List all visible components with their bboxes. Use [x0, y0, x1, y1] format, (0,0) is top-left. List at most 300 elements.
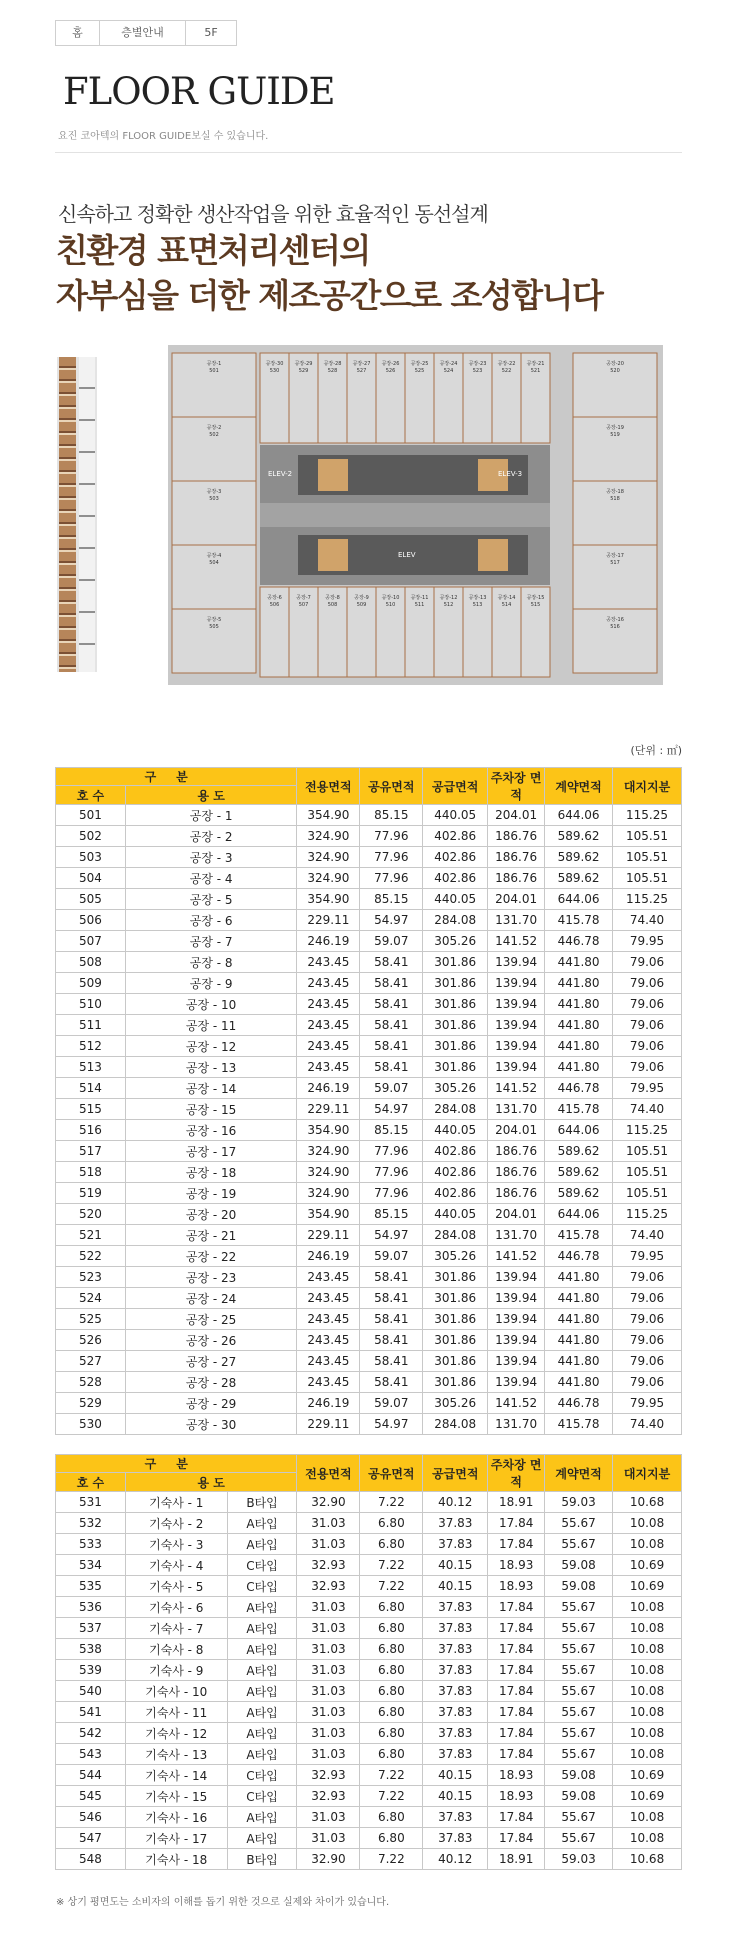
table-cell: 54.97	[360, 1099, 423, 1120]
plan-unit-num: 525	[414, 368, 425, 374]
table-cell: 7.22	[360, 1555, 423, 1576]
plan-unit-name: 공장-15	[526, 595, 545, 601]
table-cell: 644.06	[545, 1120, 613, 1141]
plan-unit	[573, 609, 657, 673]
table-cell: 441.80	[545, 994, 613, 1015]
table-cell: 58.41	[360, 994, 423, 1015]
header-use: 용 도	[125, 1473, 297, 1492]
table-row	[56, 826, 682, 847]
table-cell: 31.03	[297, 1660, 360, 1681]
table-cell: 513	[56, 1057, 126, 1078]
table-cell: 공장 - 28	[125, 1372, 297, 1393]
table-cell: 6.80	[360, 1744, 423, 1765]
plan-unit-name: 공장-14	[497, 595, 516, 601]
table-cell: 31.03	[297, 1828, 360, 1849]
table-row	[56, 1078, 682, 1099]
plan-unit-name: 공장-10	[381, 595, 400, 601]
plan-unit	[172, 481, 256, 545]
elev-right-label: ELEV-3	[498, 470, 523, 478]
table-cell: 31.03	[297, 1597, 360, 1618]
table-cell: 589.62	[545, 1141, 613, 1162]
table-cell: 515	[56, 1099, 126, 1120]
table-cell: 521	[56, 1225, 126, 1246]
table-cell: 284.08	[423, 910, 488, 931]
table-row	[56, 889, 682, 910]
table-cell: 공장 - 14	[125, 1078, 297, 1099]
header-exclusive-area: 전용면적	[297, 1455, 360, 1492]
table-cell: 324.90	[297, 826, 360, 847]
plan-unit-num: 528	[327, 368, 338, 374]
table-cell: 59.08	[545, 1786, 613, 1807]
table-cell: 301.86	[423, 994, 488, 1015]
table-cell: 79.06	[613, 1036, 682, 1057]
table-cell: 324.90	[297, 847, 360, 868]
plan-unit-name: 공장-18	[606, 489, 624, 495]
table-cell: 139.94	[488, 973, 545, 994]
table-cell: 141.52	[488, 931, 545, 952]
table-cell: 기숙사 - 4	[125, 1555, 227, 1576]
table-cell: 243.45	[297, 952, 360, 973]
table-cell: 139.94	[488, 1057, 545, 1078]
table-cell: 441.80	[545, 1036, 613, 1057]
table-row	[56, 1141, 682, 1162]
table-cell: 공장 - 7	[125, 931, 297, 952]
table-cell: 공장 - 21	[125, 1225, 297, 1246]
table-cell: 589.62	[545, 868, 613, 889]
table-cell: 기숙사 - 2	[125, 1513, 227, 1534]
table-cell: 공장 - 1	[125, 805, 297, 826]
table-cell: 441.80	[545, 973, 613, 994]
table-cell: 324.90	[297, 1183, 360, 1204]
table-cell: 18.93	[488, 1576, 545, 1597]
header-contract-area: 계약면적	[545, 768, 613, 805]
plan-unit-num: 526	[385, 368, 396, 374]
table-cell: 40.12	[423, 1849, 488, 1870]
table-cell: 243.45	[297, 1015, 360, 1036]
plan-unit-num: 530	[269, 368, 280, 374]
table-cell: 530	[56, 1414, 126, 1435]
table-cell: 58.41	[360, 1372, 423, 1393]
table-cell: 501	[56, 805, 126, 826]
plan-unit-num: 518	[610, 496, 620, 502]
header-room-number: 호 수	[56, 786, 126, 805]
table-cell: A타입	[227, 1660, 297, 1681]
page-title: FLOOR GUIDE	[63, 70, 335, 113]
table-cell: 6.80	[360, 1723, 423, 1744]
table-cell: 589.62	[545, 826, 613, 847]
table-cell: 301.86	[423, 1057, 488, 1078]
table-cell: 324.90	[297, 1141, 360, 1162]
header-shared-area: 공유면적	[360, 768, 423, 805]
plan-unit-name: 공장-22	[497, 361, 516, 367]
table-cell: 32.90	[297, 1492, 360, 1513]
plan-unit-num: 523	[472, 368, 483, 374]
table-cell: 402.86	[423, 826, 488, 847]
table-cell: 529	[56, 1393, 126, 1414]
table-cell: 공장 - 12	[125, 1036, 297, 1057]
header-exclusive-area: 전용면적	[297, 768, 360, 805]
table-cell: 공장 - 6	[125, 910, 297, 931]
breadcrumb-current-floor[interactable]: 5F	[204, 26, 218, 39]
table-cell: 246.19	[297, 1393, 360, 1414]
plan-unit	[434, 353, 463, 443]
plan-unit-name: 공장-11	[410, 595, 429, 601]
table-cell: 10.08	[613, 1639, 682, 1660]
table-row	[56, 1120, 682, 1141]
plan-unit	[521, 353, 550, 443]
table-cell: 441.80	[545, 1309, 613, 1330]
table-cell: 523	[56, 1267, 126, 1288]
table-cell: 공장 - 20	[125, 1204, 297, 1225]
table-cell: 기숙사 - 16	[125, 1807, 227, 1828]
table-cell: 186.76	[488, 1162, 545, 1183]
table-cell: 139.94	[488, 1036, 545, 1057]
table-row	[56, 1513, 682, 1534]
table-cell: 243.45	[297, 1351, 360, 1372]
table-cell: 17.84	[488, 1744, 545, 1765]
table-cell: 58.41	[360, 1288, 423, 1309]
table-cell: 17.84	[488, 1828, 545, 1849]
table-cell: 6.80	[360, 1534, 423, 1555]
table-cell: 59.07	[360, 931, 423, 952]
table-cell: 17.84	[488, 1681, 545, 1702]
table-cell: 139.94	[488, 1015, 545, 1036]
table-cell: 512	[56, 1036, 126, 1057]
table-cell: 10.08	[613, 1702, 682, 1723]
header-land-share: 대지지분	[613, 1455, 682, 1492]
table-row	[56, 931, 682, 952]
table-cell: 79.95	[613, 1393, 682, 1414]
table-cell: 17.84	[488, 1660, 545, 1681]
table-cell: 441.80	[545, 1015, 613, 1036]
plan-unit-name: 공장-21	[526, 361, 545, 367]
table-cell: 115.25	[613, 1204, 682, 1225]
table-cell: 547	[56, 1828, 126, 1849]
table-cell: 공장 - 30	[125, 1414, 297, 1435]
table-cell: 18.91	[488, 1492, 545, 1513]
building-side-elevation	[57, 357, 97, 672]
table-cell: 243.45	[297, 1372, 360, 1393]
plan-unit-name: 공장-7	[296, 595, 311, 601]
table-cell: 301.86	[423, 1351, 488, 1372]
table-cell: 공장 - 5	[125, 889, 297, 910]
table-cell: 301.86	[423, 1267, 488, 1288]
table-cell: 37.83	[423, 1744, 488, 1765]
table-cell: 10.69	[613, 1765, 682, 1786]
table-row	[56, 1015, 682, 1036]
table-cell: A타입	[227, 1618, 297, 1639]
table-cell: 77.96	[360, 847, 423, 868]
table-cell: 243.45	[297, 973, 360, 994]
table-cell: 31.03	[297, 1639, 360, 1660]
table-row	[56, 1414, 682, 1435]
header-supply-area: 공급면적	[423, 768, 488, 805]
table-row	[56, 1660, 682, 1681]
table-cell: 532	[56, 1513, 126, 1534]
table-cell: 79.06	[613, 1288, 682, 1309]
stair-icon	[318, 539, 348, 571]
table-cell: 141.52	[488, 1393, 545, 1414]
table-cell: 186.76	[488, 868, 545, 889]
plan-unit-num: 512	[443, 602, 454, 608]
table-cell: 131.70	[488, 1414, 545, 1435]
plan-unit-num: 516	[610, 624, 620, 630]
plan-unit-name: 공장-9	[354, 595, 369, 601]
plan-unit-name: 공장-12	[439, 595, 458, 601]
table-cell: 354.90	[297, 1120, 360, 1141]
elev-left-label: ELEV-2	[268, 470, 293, 478]
table-cell: 공장 - 22	[125, 1246, 297, 1267]
table-cell: 536	[56, 1597, 126, 1618]
table-row	[56, 1162, 682, 1183]
table-cell: 10.08	[613, 1534, 682, 1555]
table-cell: 기숙사 - 15	[125, 1786, 227, 1807]
header-use: 용 도	[125, 786, 297, 805]
table-cell: 301.86	[423, 1309, 488, 1330]
table-cell: 59.08	[545, 1555, 613, 1576]
table-cell: 508	[56, 952, 126, 973]
table-cell: 506	[56, 910, 126, 931]
table-cell: 204.01	[488, 889, 545, 910]
table-cell: 기숙사 - 7	[125, 1618, 227, 1639]
table-cell: 6.80	[360, 1639, 423, 1660]
table-cell: 301.86	[423, 1330, 488, 1351]
table-cell: 7.22	[360, 1765, 423, 1786]
table-cell: 18.93	[488, 1765, 545, 1786]
table-cell: 37.83	[423, 1534, 488, 1555]
table-cell: 105.51	[613, 826, 682, 847]
table-cell: 246.19	[297, 1078, 360, 1099]
table-cell: 32.93	[297, 1786, 360, 1807]
dormitory-table-body	[56, 1492, 682, 1870]
plan-unit	[573, 353, 657, 417]
table-cell: 284.08	[423, 1225, 488, 1246]
table-cell: 589.62	[545, 847, 613, 868]
table-cell: A타입	[227, 1828, 297, 1849]
table-cell: 229.11	[297, 1414, 360, 1435]
table-cell: 542	[56, 1723, 126, 1744]
table-cell: 기숙사 - 12	[125, 1723, 227, 1744]
table-row	[56, 1288, 682, 1309]
table-row	[56, 1351, 682, 1372]
table-cell: 10.69	[613, 1576, 682, 1597]
table-cell: 77.96	[360, 868, 423, 889]
table-cell: 40.15	[423, 1786, 488, 1807]
table-cell: 55.67	[545, 1828, 613, 1849]
table-cell: 115.25	[613, 1120, 682, 1141]
table-cell: 10.69	[613, 1555, 682, 1576]
plan-unit	[492, 353, 521, 443]
table-cell: 301.86	[423, 973, 488, 994]
plan-unit-name: 공장-26	[381, 361, 400, 367]
table-cell: 기숙사 - 3	[125, 1534, 227, 1555]
table-cell: 415.78	[545, 1099, 613, 1120]
plan-unit-name: 공장-25	[410, 361, 429, 367]
table-cell: 37.83	[423, 1702, 488, 1723]
plan-unit	[260, 353, 289, 443]
table-cell: 59.03	[545, 1492, 613, 1513]
plan-unit	[463, 587, 492, 677]
table-cell: 441.80	[545, 1330, 613, 1351]
plan-unit-name: 공장-8	[325, 595, 340, 601]
table-cell: 55.67	[545, 1807, 613, 1828]
plan-unit-name: 공장-16	[606, 617, 624, 623]
table-cell: 37.83	[423, 1681, 488, 1702]
table-cell: 기숙사 - 6	[125, 1597, 227, 1618]
table-row	[56, 1099, 682, 1120]
plan-unit	[573, 417, 657, 481]
plan-unit-num: 501	[209, 368, 219, 374]
table-row	[56, 1702, 682, 1723]
table-cell: 79.95	[613, 1246, 682, 1267]
table-cell: 504	[56, 868, 126, 889]
table-row	[56, 952, 682, 973]
table-cell: 7.22	[360, 1849, 423, 1870]
plan-unit-num: 505	[209, 624, 219, 630]
table-cell: 243.45	[297, 1288, 360, 1309]
table-cell: 31.03	[297, 1534, 360, 1555]
floor-plan	[168, 345, 663, 685]
table-cell: 402.86	[423, 1183, 488, 1204]
table-row	[56, 1330, 682, 1351]
elevation-core	[79, 357, 95, 672]
table-cell: 6.80	[360, 1660, 423, 1681]
table-cell: 516	[56, 1120, 126, 1141]
table-cell: 284.08	[423, 1414, 488, 1435]
table-cell: 공장 - 18	[125, 1162, 297, 1183]
table-cell: 공장 - 3	[125, 847, 297, 868]
table-cell: 37.83	[423, 1660, 488, 1681]
table-cell: 541	[56, 1702, 126, 1723]
table-cell: 507	[56, 931, 126, 952]
plan-unit	[405, 587, 434, 677]
plan-unit	[492, 587, 521, 677]
plan-unit-num: 509	[356, 602, 367, 608]
table-cell: 59.08	[545, 1576, 613, 1597]
table-cell: 440.05	[423, 1120, 488, 1141]
table-cell: 58.41	[360, 1351, 423, 1372]
dormitory-spec-table	[55, 1454, 682, 1870]
table-cell: 37.83	[423, 1597, 488, 1618]
table-cell: 502	[56, 826, 126, 847]
table-cell: 79.95	[613, 1078, 682, 1099]
table-cell: 18.93	[488, 1786, 545, 1807]
table-row	[56, 1246, 682, 1267]
table-cell: 55.67	[545, 1723, 613, 1744]
table-cell: 518	[56, 1162, 126, 1183]
table-cell: 415.78	[545, 910, 613, 931]
table-cell: 131.70	[488, 1225, 545, 1246]
table-cell: 58.41	[360, 1057, 423, 1078]
plan-unit-num: 502	[209, 432, 219, 438]
plan-unit	[376, 353, 405, 443]
headline-line-1: 친환경 표면처리센터의	[56, 231, 370, 270]
plan-unit	[521, 587, 550, 677]
table-cell: A타입	[227, 1681, 297, 1702]
table-cell: 공장 - 10	[125, 994, 297, 1015]
breadcrumb-floor-guide[interactable]: 층별안내	[100, 21, 186, 45]
table-cell: 기숙사 - 11	[125, 1702, 227, 1723]
table-cell: 77.96	[360, 1141, 423, 1162]
table-cell: 55.67	[545, 1660, 613, 1681]
plan-unit-num: 510	[385, 602, 396, 608]
table-cell: 548	[56, 1849, 126, 1870]
table-cell: 10.08	[613, 1597, 682, 1618]
table-cell: 6.80	[360, 1681, 423, 1702]
plan-unit-name: 공장-4	[206, 553, 222, 559]
table-cell: 18.91	[488, 1849, 545, 1870]
table-cell: 527	[56, 1351, 126, 1372]
plan-unit-num: 520	[610, 368, 620, 374]
table-row	[56, 1225, 682, 1246]
table-cell: 55.67	[545, 1639, 613, 1660]
plan-unit-num: 521	[530, 368, 541, 374]
table-cell: 79.06	[613, 1351, 682, 1372]
table-cell: 441.80	[545, 1057, 613, 1078]
table-cell: 446.78	[545, 1078, 613, 1099]
table-cell: 509	[56, 973, 126, 994]
table-row	[56, 1057, 682, 1078]
table-cell: 402.86	[423, 847, 488, 868]
table-cell: 301.86	[423, 1015, 488, 1036]
unit-note: (단위 : ㎡)	[630, 744, 682, 757]
table-cell: 77.96	[360, 1183, 423, 1204]
table-cell: 531	[56, 1492, 126, 1513]
table-row	[56, 1681, 682, 1702]
plan-unit-num: 508	[327, 602, 338, 608]
table-cell: 354.90	[297, 805, 360, 826]
table-cell: 55.67	[545, 1681, 613, 1702]
table-row	[56, 1267, 682, 1288]
elevation-facade	[59, 357, 76, 672]
table-row	[56, 1492, 682, 1513]
table-cell: 79.06	[613, 1267, 682, 1288]
table-cell: 533	[56, 1534, 126, 1555]
plan-unit	[289, 587, 318, 677]
table-cell: 535	[56, 1576, 126, 1597]
table-cell: 58.41	[360, 1015, 423, 1036]
table-row	[56, 1183, 682, 1204]
table-cell: 105.51	[613, 1183, 682, 1204]
table-cell: C타입	[227, 1765, 297, 1786]
table-cell: 6.80	[360, 1807, 423, 1828]
plan-unit-name: 공장-27	[352, 361, 371, 367]
plan-unit	[318, 587, 347, 677]
table-row	[56, 1849, 682, 1870]
plan-unit	[318, 353, 347, 443]
table-cell: 243.45	[297, 1057, 360, 1078]
table-cell: 440.05	[423, 1204, 488, 1225]
table-cell: 446.78	[545, 1246, 613, 1267]
table-cell: 54.97	[360, 910, 423, 931]
table-cell: 74.40	[613, 1225, 682, 1246]
plan-unit-name: 공장-23	[468, 361, 487, 367]
table-cell: 54.97	[360, 1225, 423, 1246]
table-row	[56, 1393, 682, 1414]
table-cell: 589.62	[545, 1162, 613, 1183]
table-cell: 243.45	[297, 1036, 360, 1057]
table-cell: 243.45	[297, 1267, 360, 1288]
breadcrumb-home[interactable]: 홈	[56, 21, 100, 45]
table-cell: 59.07	[360, 1078, 423, 1099]
table-cell: 공장 - 25	[125, 1309, 297, 1330]
table-cell: 441.80	[545, 1351, 613, 1372]
table-cell: 6.80	[360, 1513, 423, 1534]
table-cell: 131.70	[488, 910, 545, 931]
table-cell: 74.40	[613, 1099, 682, 1120]
plan-unit-num: 524	[443, 368, 454, 374]
table-cell: 324.90	[297, 868, 360, 889]
